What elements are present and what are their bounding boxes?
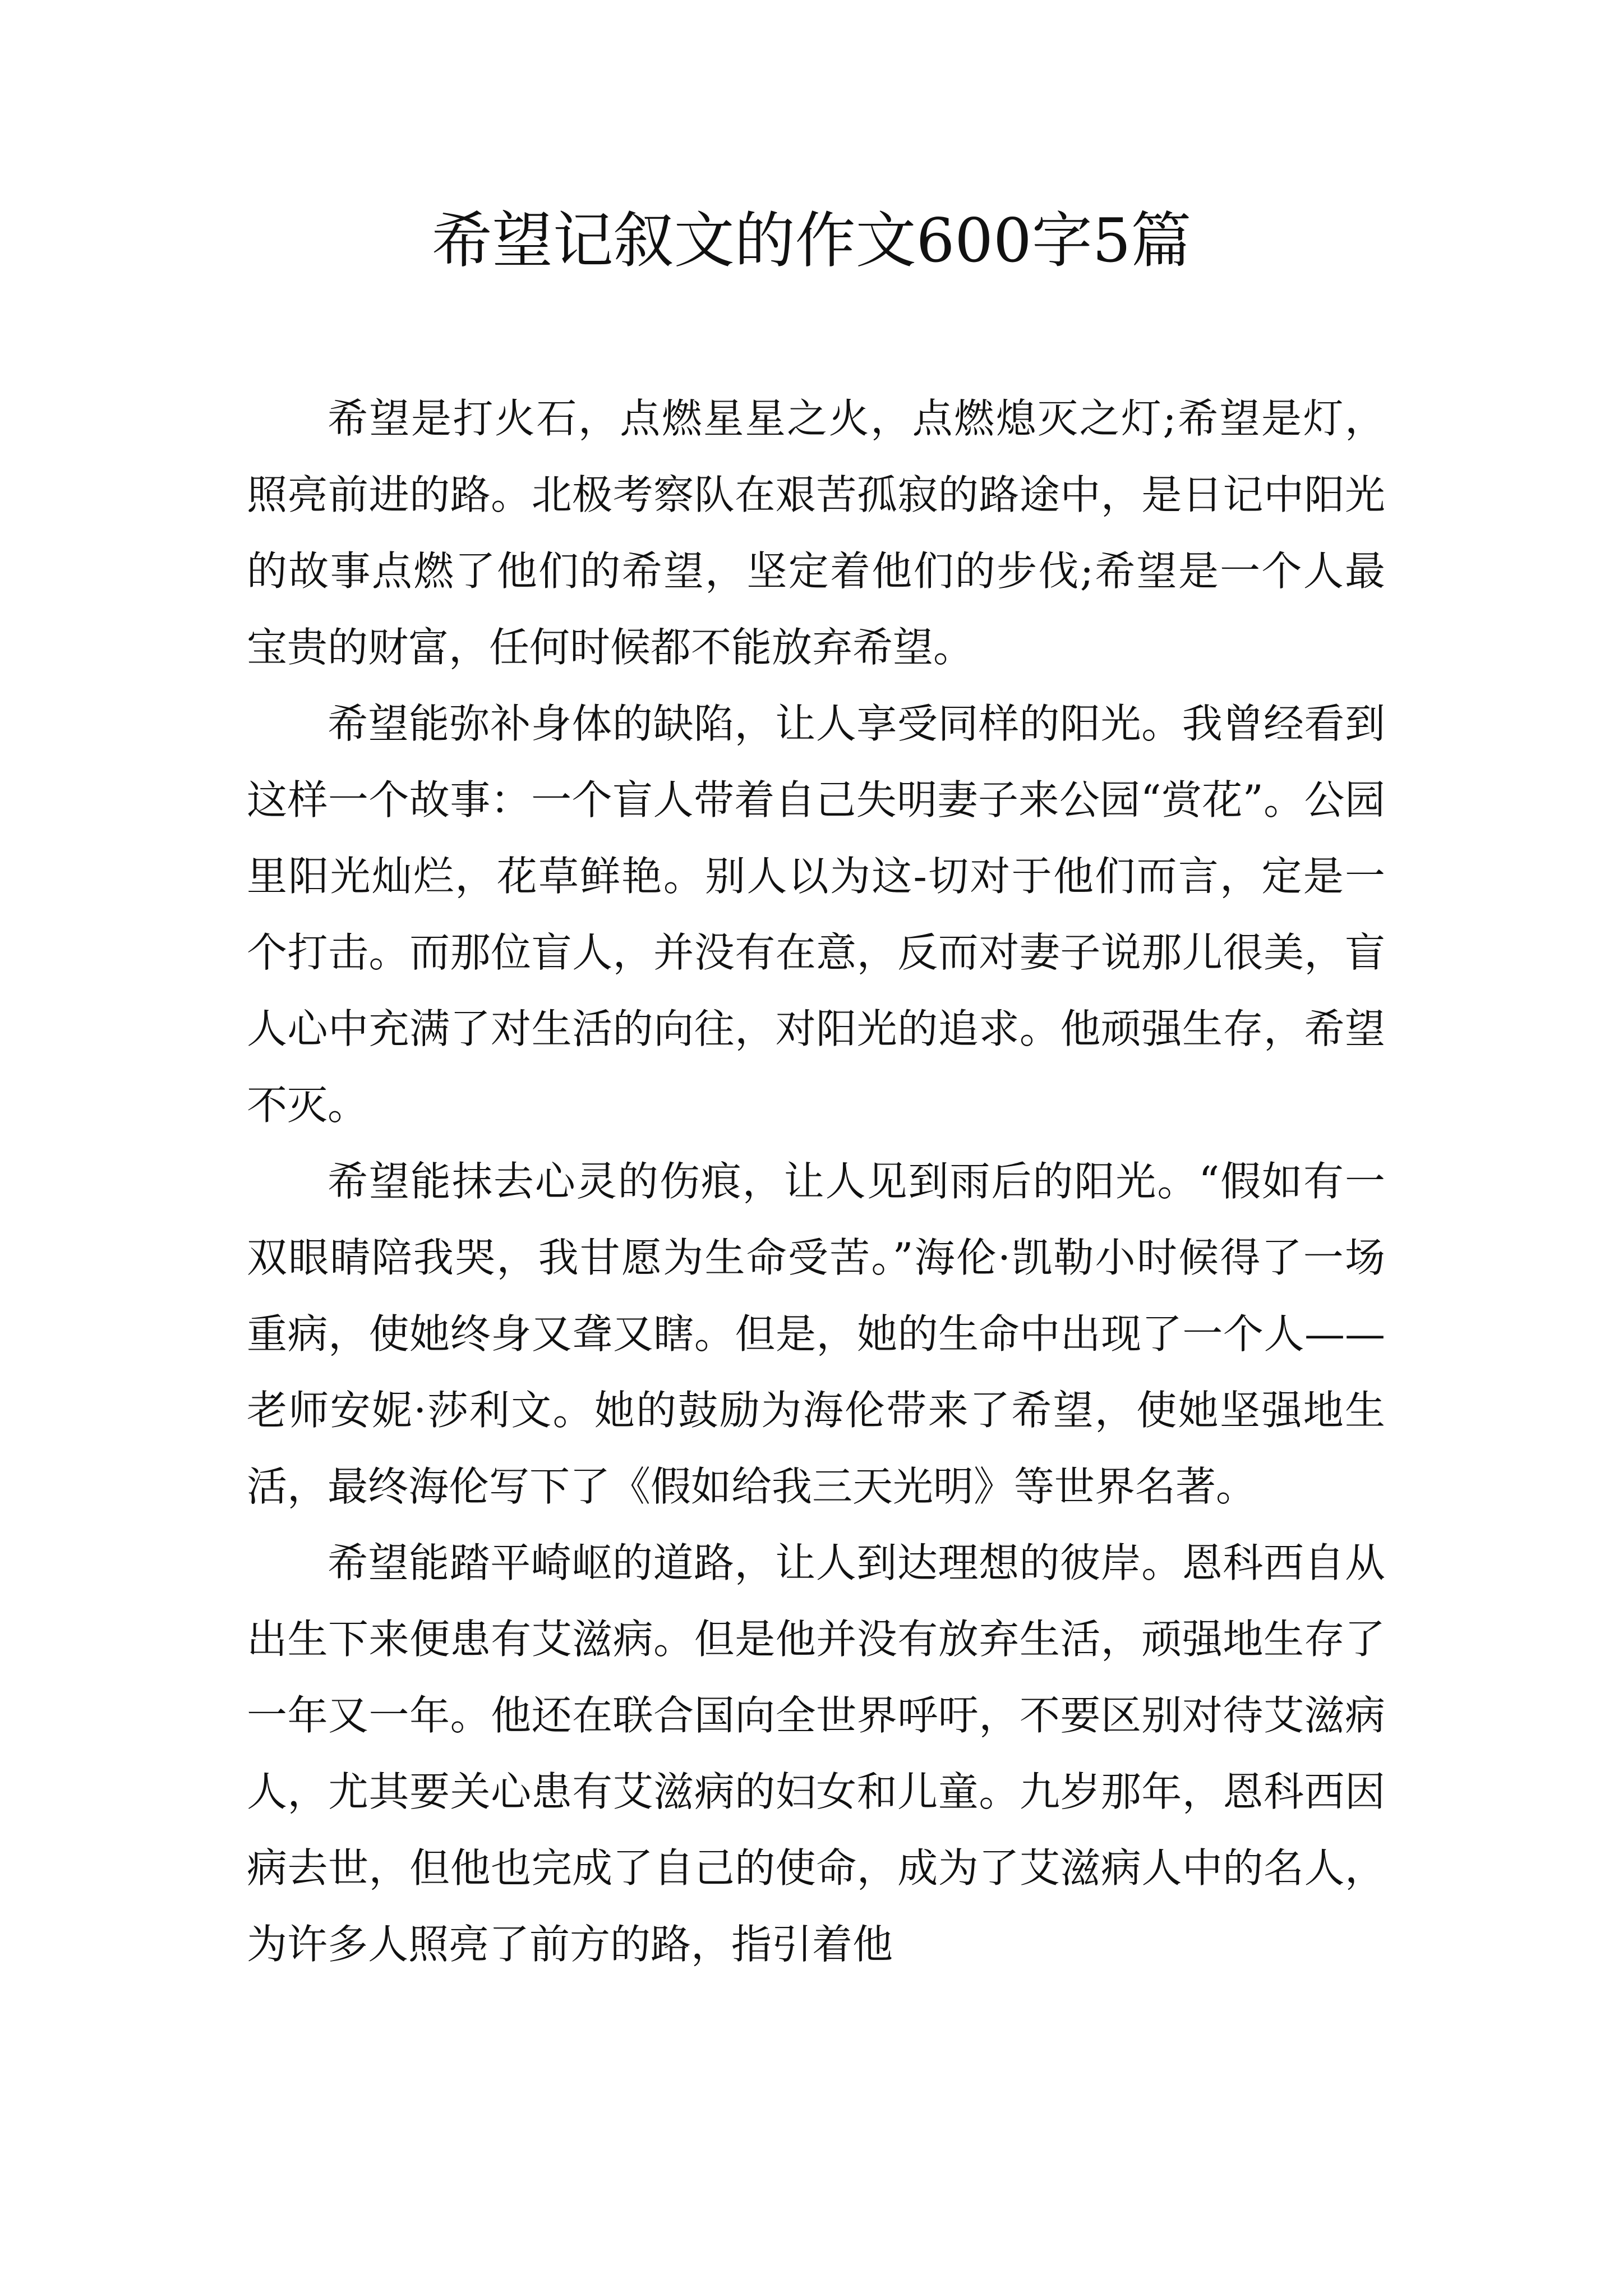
paragraph-2: 希望能弥补身体的缺陷，让人享受同样的阳光。我曾经看到这样一个故事：一个盲人带着自己失明妻子来公园“赏花”。公园里阳光灿烂，花草鲜艳。别人以为这-切对于他们而言，定是一个打击。而那位盲人，并没有在意，反而对妻子说那儿很美，盲人心中充满了对生活的向往，对阳光的追求。他顽强生存，希望不灭。 <box>247 700 1385 1129</box>
document-body <box>247 380 1385 1982</box>
paragraph-3: 希望能抹去心灵的伤痕，让人见到雨后的阳光。“假如有一双眼睛陪我哭，我甘愿为生命受苦。”海伦·凯勒小时候得了一场重病，使她终身又聋又瞎。但是，她的生命中出现了一个人——老师安妮·莎利文。她的鼓励为海伦带来了希望，使她坚强地生活，最终海伦写下了《假如给我三天光明》等世界名著。 <box>247 1158 1385 1510</box>
document-title: 希望记叙文的作文600字5篇 <box>431 206 1192 276</box>
paragraph-1: 希望是打火石，点燃星星之火，点燃熄灭之灯;希望是灯，照亮前进的路。北极考察队在艰苦孤寂的路途中，是日记中阳光的故事点燃了他们的希望，坚定着他们的步伐;希望是一个人最宝贵的财富，任何时候都不能放弃希望。 <box>247 395 1385 671</box>
paragraph-4: 希望能踏平崎岖的道路，让人到达理想的彼岸。恩科西自从出生下来便患有艾滋病。但是他并没有放弃生活，顽强地生存了一年又一年。他还在联合国向全世界呼吁，不要区别对待艾滋病人，尤其要关心患有艾滋病的妇女和儿童。九岁那年，恩科西因病去世，但他也完成了自己的使命，成为了艾滋病人中的名人，为许多人照亮了前方的路，指引着他 <box>247 1539 1385 1968</box>
